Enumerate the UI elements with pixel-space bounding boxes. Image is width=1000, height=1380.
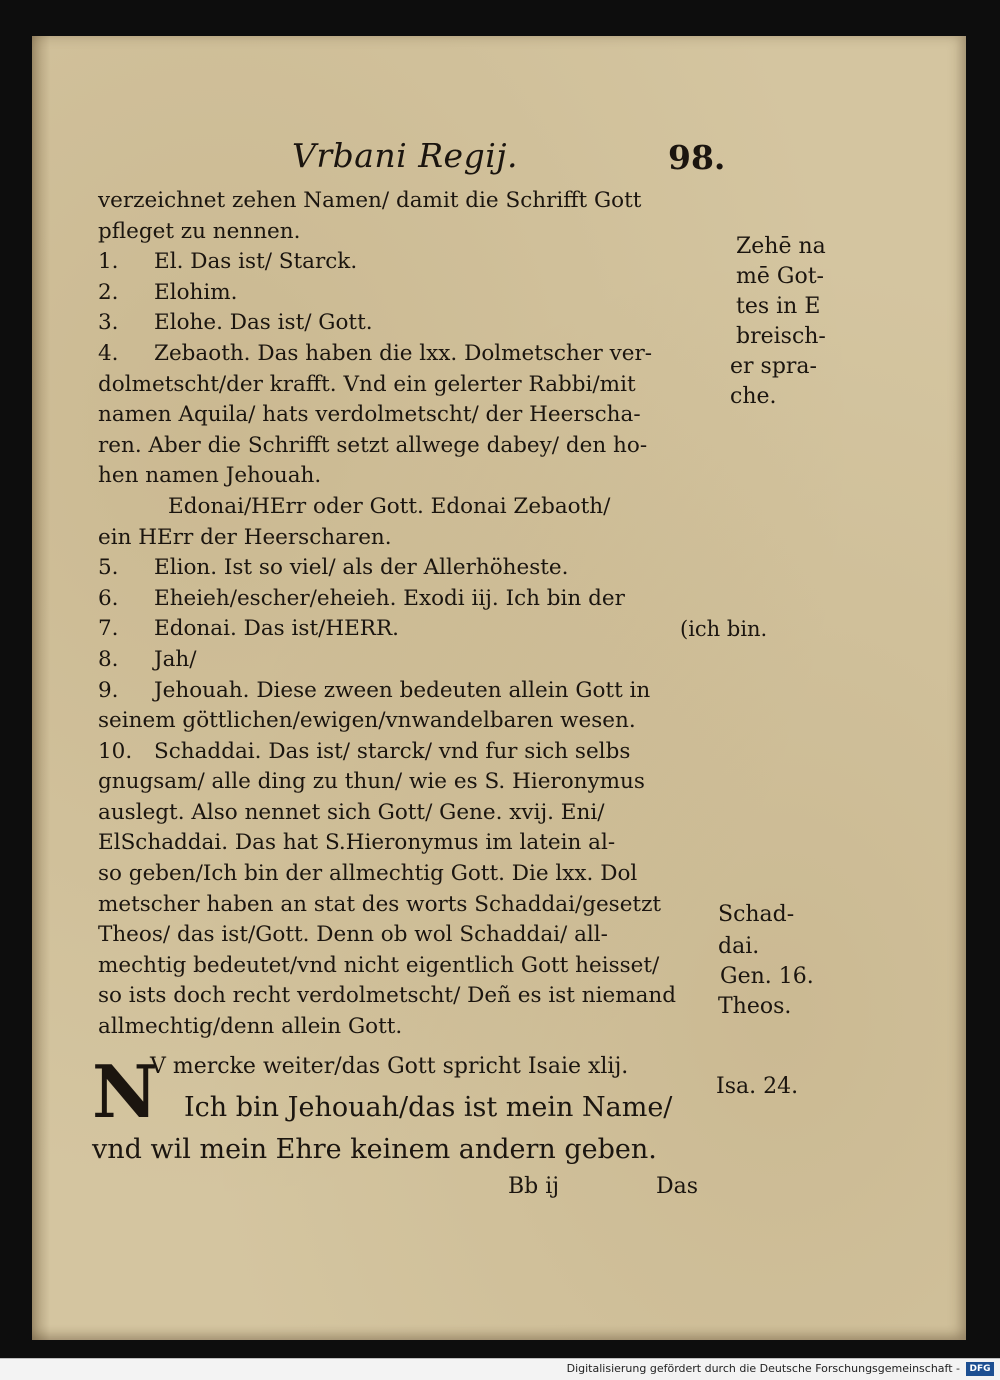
item-number: 9.	[98, 677, 119, 703]
text-line	[98, 981, 738, 1012]
margin-note: breisch-	[736, 324, 826, 349]
line-text: pfleget zu nennen.	[98, 218, 301, 244]
margin-note: dai.	[718, 934, 760, 959]
text-line	[98, 584, 738, 615]
text-line	[98, 706, 738, 737]
item-number: 5.	[98, 555, 119, 581]
margin-note: Gen. 16.	[720, 964, 814, 989]
page-number: 98.	[668, 138, 726, 177]
text-line	[98, 1012, 738, 1043]
margin-note: er spra-	[730, 354, 817, 379]
margin-note: Schad-	[718, 902, 795, 927]
item-number: 4.	[98, 340, 119, 366]
text-line	[98, 676, 738, 707]
text-line	[98, 614, 768, 645]
text-line	[98, 951, 738, 982]
line-trailing-text: (ich bin.	[680, 617, 768, 642]
text-line	[98, 828, 738, 859]
drop-initial: N	[92, 1049, 158, 1134]
line-text: auslegt. Also nennet sich Gott/ Gene. xvij. Eni/	[98, 799, 605, 825]
text-line	[98, 890, 738, 921]
item-number: 3.	[98, 310, 119, 336]
line-text: Schaddai. Das ist/ starck/ vnd fur sich selbs	[154, 738, 631, 764]
line-text: Elohim.	[154, 279, 238, 305]
text-line	[98, 400, 738, 431]
text-line	[98, 645, 738, 676]
line-text: so ists doch recht verdolmetscht/ Deñ es ist niemand	[98, 983, 677, 1009]
line-text: dolmetscht/der krafft. Vnd ein gelerter Rabbi/mit	[98, 371, 636, 397]
margin-note: che.	[730, 384, 777, 409]
text-line	[98, 461, 738, 492]
text-line	[98, 920, 738, 951]
text-line	[98, 217, 738, 248]
line-text: Theos/ das ist/Gott. Denn ob wol Schaddai/ all-	[98, 922, 608, 948]
line-text: seinem göttlichen/ewigen/vnwandelbaren wesen.	[98, 708, 636, 734]
line-text: Edonai/HErr oder Gott. Edonai Zebaoth/	[168, 493, 611, 519]
margin-note: mē Got-	[736, 264, 824, 289]
item-number: 7.	[98, 616, 119, 642]
text-line	[98, 737, 738, 768]
line-text: so geben/Ich bin der allmechtig Gott. Die lxx. Dol	[98, 861, 638, 887]
line-text: verzeichnet zehen Namen/ damit die Schrifft Gott	[98, 188, 642, 213]
text-line	[98, 278, 738, 309]
line-text: hen namen Jehouah.	[98, 463, 322, 489]
running-head: Vrbani Regij.	[292, 136, 518, 175]
footer-bar	[0, 1358, 1000, 1380]
text-line	[98, 798, 738, 829]
line-text: Edonai. Das ist/HERR.	[154, 616, 399, 642]
line-text: El. Das ist/ Starck.	[154, 249, 358, 275]
item-number: 6.	[98, 585, 119, 611]
line-text: mechtig bedeutet/vnd nicht eigentlich Gott heisset/	[98, 952, 660, 978]
closing-line: V mercke weiter/das Gott spricht Isaie xlij.	[150, 1054, 629, 1079]
text-line	[98, 186, 738, 217]
text-line	[98, 492, 738, 523]
closing-line: vnd wil mein Ehre keinem andern geben.	[92, 1134, 657, 1165]
text-line	[98, 247, 738, 278]
item-number: 10.	[98, 738, 133, 764]
margin-note: Zehē na	[736, 234, 826, 259]
margin-note: tes in E	[736, 294, 821, 319]
closing-line: Ich bin Jehouah/das ist mein Name/	[184, 1092, 673, 1123]
item-number: 1.	[98, 249, 119, 275]
text-line	[98, 370, 738, 401]
line-text: Elion. Ist so viel/ als der Allerhöheste.	[154, 555, 569, 581]
text-line	[98, 431, 738, 462]
item-number: 8.	[98, 646, 119, 672]
text-line	[98, 523, 738, 554]
line-text: metscher haben an stat des worts Schaddai/gesetzt	[98, 891, 662, 917]
line-text: ren. Aber die Schrifft setzt allwege dabey/ den ho-	[98, 432, 648, 458]
line-text: namen Aquila/ hats verdolmetscht/ der Heerscha-	[98, 402, 641, 428]
margin-note: Theos.	[718, 994, 792, 1019]
line-text: Eheieh/escher/eheieh. Exodi iij. Ich bin der	[154, 585, 625, 611]
line-text: gnugsam/ alle ding zu thun/ wie es S. Hieronymus	[98, 769, 645, 795]
text-line	[98, 339, 738, 370]
text-line	[98, 553, 738, 584]
book-page	[32, 36, 966, 1340]
line-text: Elohe. Das ist/ Gott.	[154, 310, 373, 336]
catchword: Das	[656, 1174, 699, 1199]
text-line	[98, 767, 738, 798]
dfg-logo: DFG	[966, 1362, 994, 1376]
line-text: ein HErr der Heerscharen.	[98, 524, 392, 550]
margin-note: Isa. 24.	[716, 1074, 799, 1099]
item-number: 2.	[98, 279, 119, 305]
text-line	[98, 859, 738, 890]
line-text: ElSchaddai. Das hat S.Hieronymus im latein al-	[98, 830, 616, 856]
footer-credit: Digitalisierung gefördert durch die Deutsche Forschungsgemeinschaft -	[566, 1362, 960, 1375]
signature-mark: Bb ij	[508, 1174, 560, 1199]
line-text: Jehouah. Diese zween bedeuten allein Gott in	[154, 677, 651, 703]
line-text: Zebaoth. Das haben die lxx. Dolmetscher ver-	[154, 340, 653, 366]
text-line	[98, 308, 738, 339]
line-text: allmechtig/denn allein Gott.	[98, 1014, 403, 1040]
line-text: Jah/	[154, 646, 197, 672]
